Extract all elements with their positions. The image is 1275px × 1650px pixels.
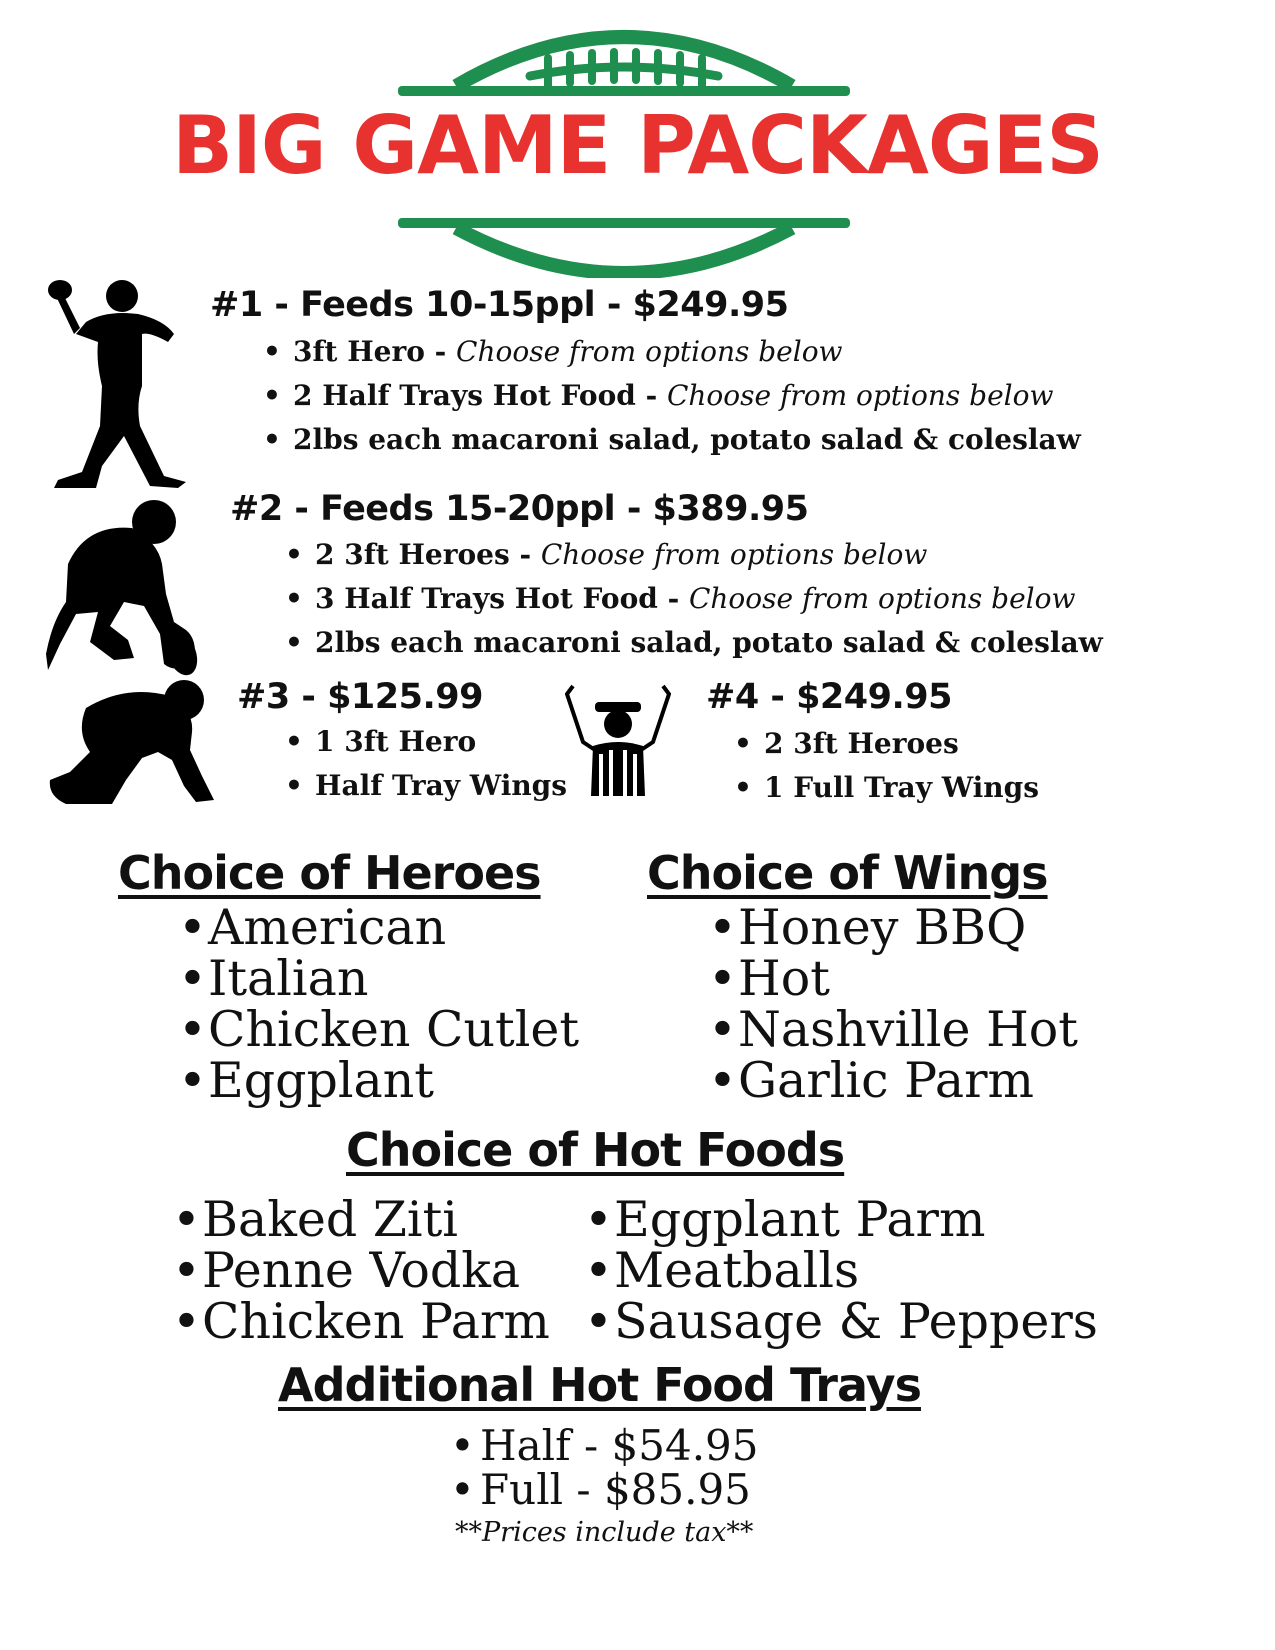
list-item	[764, 766, 1039, 810]
list-item: • Half - $54.95	[480, 1424, 759, 1468]
list-item: • Sausage & Peppers	[614, 1296, 1098, 1347]
item-label: 3ft Hero -	[293, 335, 457, 368]
list-item: • Honey BBQ	[738, 902, 1078, 953]
list-item	[315, 621, 1103, 665]
item-label: 1 Full Tray Wings	[764, 771, 1039, 804]
list-item	[293, 374, 1081, 418]
package-1-items	[293, 330, 1081, 462]
page-title: BIG GAME PACKAGES	[172, 99, 1103, 192]
list-item	[315, 720, 567, 764]
list-item: • Eggplant	[208, 1055, 579, 1106]
item-label: 2 Half Trays Hot Food -	[293, 379, 667, 412]
list-item: • Garlic Parm	[738, 1055, 1078, 1106]
item-label: 2lbs each macaroni salad, potato salad & coleslaw	[315, 626, 1103, 659]
list-item: • Penne Vodka	[202, 1245, 550, 1296]
list-item: • Meatballs	[614, 1245, 1098, 1296]
list-item: • Full - $85.95	[480, 1468, 759, 1512]
package-2-title: #2 - Feeds 15-20ppl - $389.95	[230, 489, 809, 529]
wings-section-title: Choice of Wings	[647, 846, 1048, 900]
item-note: Choose from options below	[666, 379, 1054, 412]
package-3-items	[315, 720, 567, 808]
item-label: 3 Half Trays Hot Food -	[315, 582, 689, 615]
package-4-title: #4 - $249.95	[706, 677, 952, 717]
wings-list	[738, 899, 1078, 1109]
item-label: 1 3ft Hero	[315, 725, 477, 758]
lineman-icon	[46, 494, 206, 680]
referee-touchdown-icon	[565, 684, 671, 796]
item-note: Choose from options below	[688, 582, 1076, 615]
list-item: • American	[208, 902, 579, 953]
item-label: 2lbs each macaroni salad, potato salad & coleslaw	[293, 423, 1081, 456]
list-item: • Chicken Cutlet	[208, 1004, 579, 1055]
package-3-title: #3 - $125.99	[237, 677, 483, 717]
additional-trays-title: Additional Hot Food Trays	[278, 1358, 921, 1412]
list-item: • Hot	[738, 953, 1078, 1004]
list-item: • Nashville Hot	[738, 1004, 1078, 1055]
list-item: • Baked Ziti	[202, 1194, 550, 1245]
package-4-items	[764, 722, 1039, 810]
footnote: **Prices include tax**	[455, 1517, 754, 1548]
crouching-player-icon	[46, 676, 216, 810]
list-item: • Italian	[208, 953, 579, 1004]
item-label: 2 3ft Heroes	[764, 727, 959, 760]
item-note: Choose from options below	[540, 538, 928, 571]
item-label: 2 3ft Heroes -	[315, 538, 541, 571]
item-note: Choose from options below	[456, 335, 843, 368]
list-item	[293, 330, 1081, 374]
item-label: Half Tray Wings	[315, 769, 568, 802]
list-item	[315, 577, 1103, 621]
list-item	[764, 722, 1039, 766]
additional-trays-list	[480, 1421, 759, 1514]
list-item: • Eggplant Parm	[614, 1194, 1098, 1245]
package-1-title: #1 - Feeds 10-15ppl - $249.95	[210, 285, 789, 325]
heroes-section-title: Choice of Heroes	[118, 846, 541, 900]
hot-foods-list-left	[202, 1191, 550, 1350]
quarterback-icon	[46, 276, 206, 490]
hot-foods-list-right	[614, 1191, 1098, 1350]
list-item: • Chicken Parm	[202, 1296, 550, 1347]
list-item	[293, 418, 1081, 462]
list-item	[315, 533, 1103, 577]
list-item	[315, 764, 567, 808]
package-2-items	[315, 533, 1103, 665]
hot-foods-section-title: Choice of Hot Foods	[346, 1123, 845, 1177]
heroes-list	[208, 899, 580, 1109]
